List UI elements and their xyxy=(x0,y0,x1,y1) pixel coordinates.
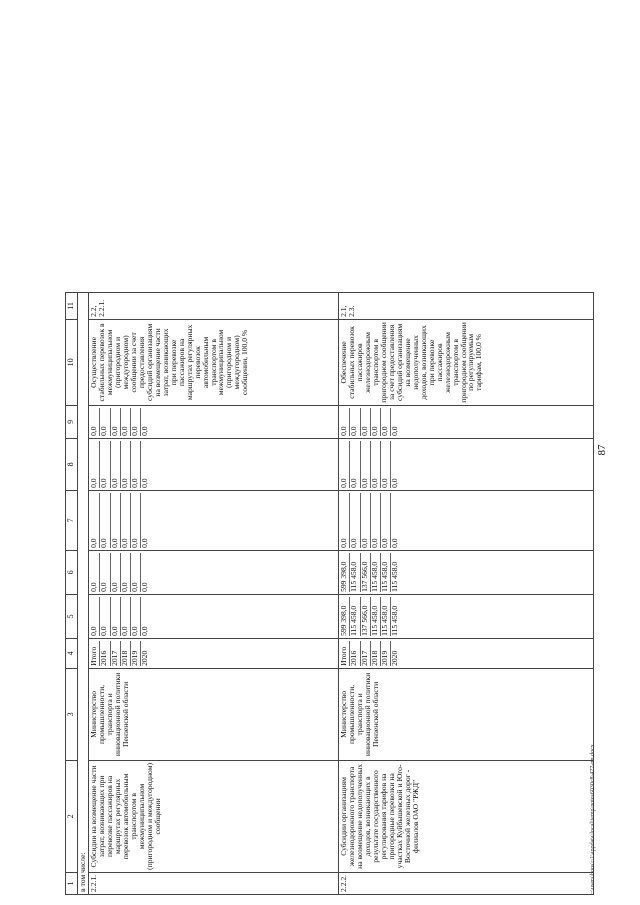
total-funding-cell xyxy=(338,594,593,638)
value: 115 458,0 xyxy=(350,553,360,592)
other-sources-cell xyxy=(338,405,593,438)
value: 0,0 xyxy=(390,426,400,436)
value: 0,0 xyxy=(131,408,141,436)
value: 0,0 xyxy=(121,493,131,548)
regional-budget-cell xyxy=(338,550,593,594)
value: 0,0 xyxy=(340,408,350,436)
regional-budget-cell xyxy=(88,550,338,594)
value: 0,0 xyxy=(111,441,121,488)
year-label: Итого xyxy=(90,641,100,666)
value: 137 566,0 xyxy=(361,597,371,636)
other-sources-cell xyxy=(88,405,338,438)
value: 0,0 xyxy=(350,441,360,488)
value: 599 398,0 xyxy=(340,597,350,636)
col-header: 9 xyxy=(66,405,78,438)
col-header: 5 xyxy=(66,594,78,638)
program-table xyxy=(65,292,594,895)
expected-result: Осуществление стабильных перевозок в межмуниципальном (пригородном и междугородном) сообщении за счет предоставления субсидий организациям на возмещение части затрат, возникающих при перевозке пассажиров на маршрутах регулярных перевозок автомобильным транспортом в межмуниципальном (пригородном и междугородном) сообщении, 100,0 % xyxy=(88,319,338,405)
value: 0,0 xyxy=(121,553,131,592)
year-label: 2020 xyxy=(390,650,400,666)
page-number: 87 xyxy=(596,444,608,456)
value: 0,0 xyxy=(100,441,110,488)
value: 0,0 xyxy=(111,597,121,636)
value: 0,0 xyxy=(90,441,100,488)
value: 0,0 xyxy=(390,538,400,548)
value: 0,0 xyxy=(361,408,371,436)
value: 115 458,0 xyxy=(371,553,381,592)
row-number: 2.2.2. xyxy=(338,872,593,894)
value: 0,0 xyxy=(140,478,150,488)
col-header: 6 xyxy=(66,550,78,594)
col-header: 8 xyxy=(66,438,78,490)
value: 0,0 xyxy=(381,493,391,548)
year-label: 2016 xyxy=(100,641,110,666)
col-header: 3 xyxy=(66,668,78,760)
responsible-executor: Министерство промышленности, транспорта и инновационной политики Пензенской области xyxy=(88,668,338,760)
indicator-reference: 2.2, 2.2.1. xyxy=(88,292,338,319)
local-budget-cell xyxy=(338,438,593,490)
value: 0,0 xyxy=(121,441,131,488)
value: 0,0 xyxy=(140,582,150,592)
local-budget-cell xyxy=(88,438,338,490)
value: 0,0 xyxy=(340,493,350,548)
section-label: в том числе: xyxy=(78,292,89,894)
value: 0,0 xyxy=(350,408,360,436)
value: 115 458,0 xyxy=(371,597,381,636)
value: 137 566,0 xyxy=(361,553,371,592)
value: 0,0 xyxy=(140,626,150,636)
table-row xyxy=(338,292,593,894)
value: 0,0 xyxy=(90,553,100,592)
measure-name: Субсидии на возмещение части затрат, возникающих при перевозке пассажиров на маршрутах регулярных перевозок автомобильным транспортом в межмуниципальном (пригородном и междугородном) сообщении xyxy=(88,760,338,872)
value: 0,0 xyxy=(90,597,100,636)
value: 0,0 xyxy=(140,426,150,436)
value: 0,0 xyxy=(100,408,110,436)
measure-name: Субсидии организациям железнодорожного транспорта на возмещение недополученных доходов, возникающих в результате государственного регулирования тарифов на пригородные перевозки на участках Куйбышевской и Юго-Восточной железных дорог - филиалов ОАО "РЖД" xyxy=(338,760,593,872)
value: 0,0 xyxy=(111,553,121,592)
federal-budget-cell xyxy=(88,490,338,550)
value: 115 458,0 xyxy=(381,553,391,592)
row-number: 2.2.1. xyxy=(88,872,338,894)
value: 0,0 xyxy=(111,408,121,436)
col-header: 2 xyxy=(66,760,78,872)
value: 0,0 xyxy=(121,408,131,436)
year-label: 2016 xyxy=(350,641,360,666)
value: 0,0 xyxy=(371,441,381,488)
year-label: 2017 xyxy=(111,641,121,666)
col-header: 11 xyxy=(66,292,78,319)
section-label-row xyxy=(78,292,89,894)
year-label: Итого xyxy=(340,641,350,666)
federal-budget-cell xyxy=(338,490,593,550)
value: 0,0 xyxy=(381,441,391,488)
value: 0,0 xyxy=(100,493,110,548)
value: 0,0 xyxy=(90,408,100,436)
year-label: 2018 xyxy=(371,641,381,666)
value: 0,0 xyxy=(390,478,400,488)
value: 0,0 xyxy=(361,441,371,488)
year-label: 2017 xyxy=(361,641,371,666)
value: 0,0 xyxy=(131,597,141,636)
value: 0,0 xyxy=(131,493,141,548)
value: 0,0 xyxy=(361,493,371,548)
column-number-row xyxy=(66,292,78,894)
col-header: 4 xyxy=(66,638,78,668)
value: 0,0 xyxy=(100,597,110,636)
value: 115 458,0 xyxy=(381,597,391,636)
year-label: 2019 xyxy=(131,641,141,666)
value: 115 458,0 xyxy=(390,561,400,592)
total-funding-cell xyxy=(88,594,338,638)
col-header: 1 xyxy=(66,872,78,894)
year-label: 2019 xyxy=(381,641,391,666)
indicator-reference: 2.1, 2.3. xyxy=(338,292,593,319)
value: 0,0 xyxy=(131,553,141,592)
value: 0,0 xyxy=(90,493,100,548)
value: 115 458,0 xyxy=(390,605,400,636)
year-label: 2018 xyxy=(121,641,131,666)
col-header: 7 xyxy=(66,490,78,550)
value: 0,0 xyxy=(131,441,141,488)
value: 0,0 xyxy=(100,553,110,592)
years-cell xyxy=(88,638,338,668)
table-row xyxy=(88,292,338,894)
year-label: 2020 xyxy=(140,650,150,666)
value: 0,0 xyxy=(340,441,350,488)
col-header: 10 xyxy=(66,319,78,405)
value: 0,0 xyxy=(140,538,150,548)
value: 115 458,0 xyxy=(350,597,360,636)
value: 599 398,0 xyxy=(340,553,350,592)
value: 0,0 xyxy=(350,493,360,548)
value: 0,0 xyxy=(371,408,381,436)
value: 0,0 xyxy=(371,493,381,548)
value: 0,0 xyxy=(381,408,391,436)
expected-result: Обеспечение стабильных перевозок пассажиров железнодорожным транспортом в пригородном сообщении за счет предоставления субсидий организациям на возмещение недополученных доходов, возникающих при перевозке пассажиров железнодорожным транспортом в пригородном сообщении по регулируемым тарифам, 100,0 % xyxy=(338,319,593,405)
value: 0,0 xyxy=(121,597,131,636)
value: 0,0 xyxy=(111,493,121,548)
responsible-executor: Министерство промышленности, транспорта и инновационной политики Пензенской области xyxy=(338,668,593,760)
years-cell xyxy=(338,638,593,668)
footer-file-path: c:\users\boos\~1\appdata\local\temp\notes6030c8\477-пп.docx xyxy=(590,744,596,895)
